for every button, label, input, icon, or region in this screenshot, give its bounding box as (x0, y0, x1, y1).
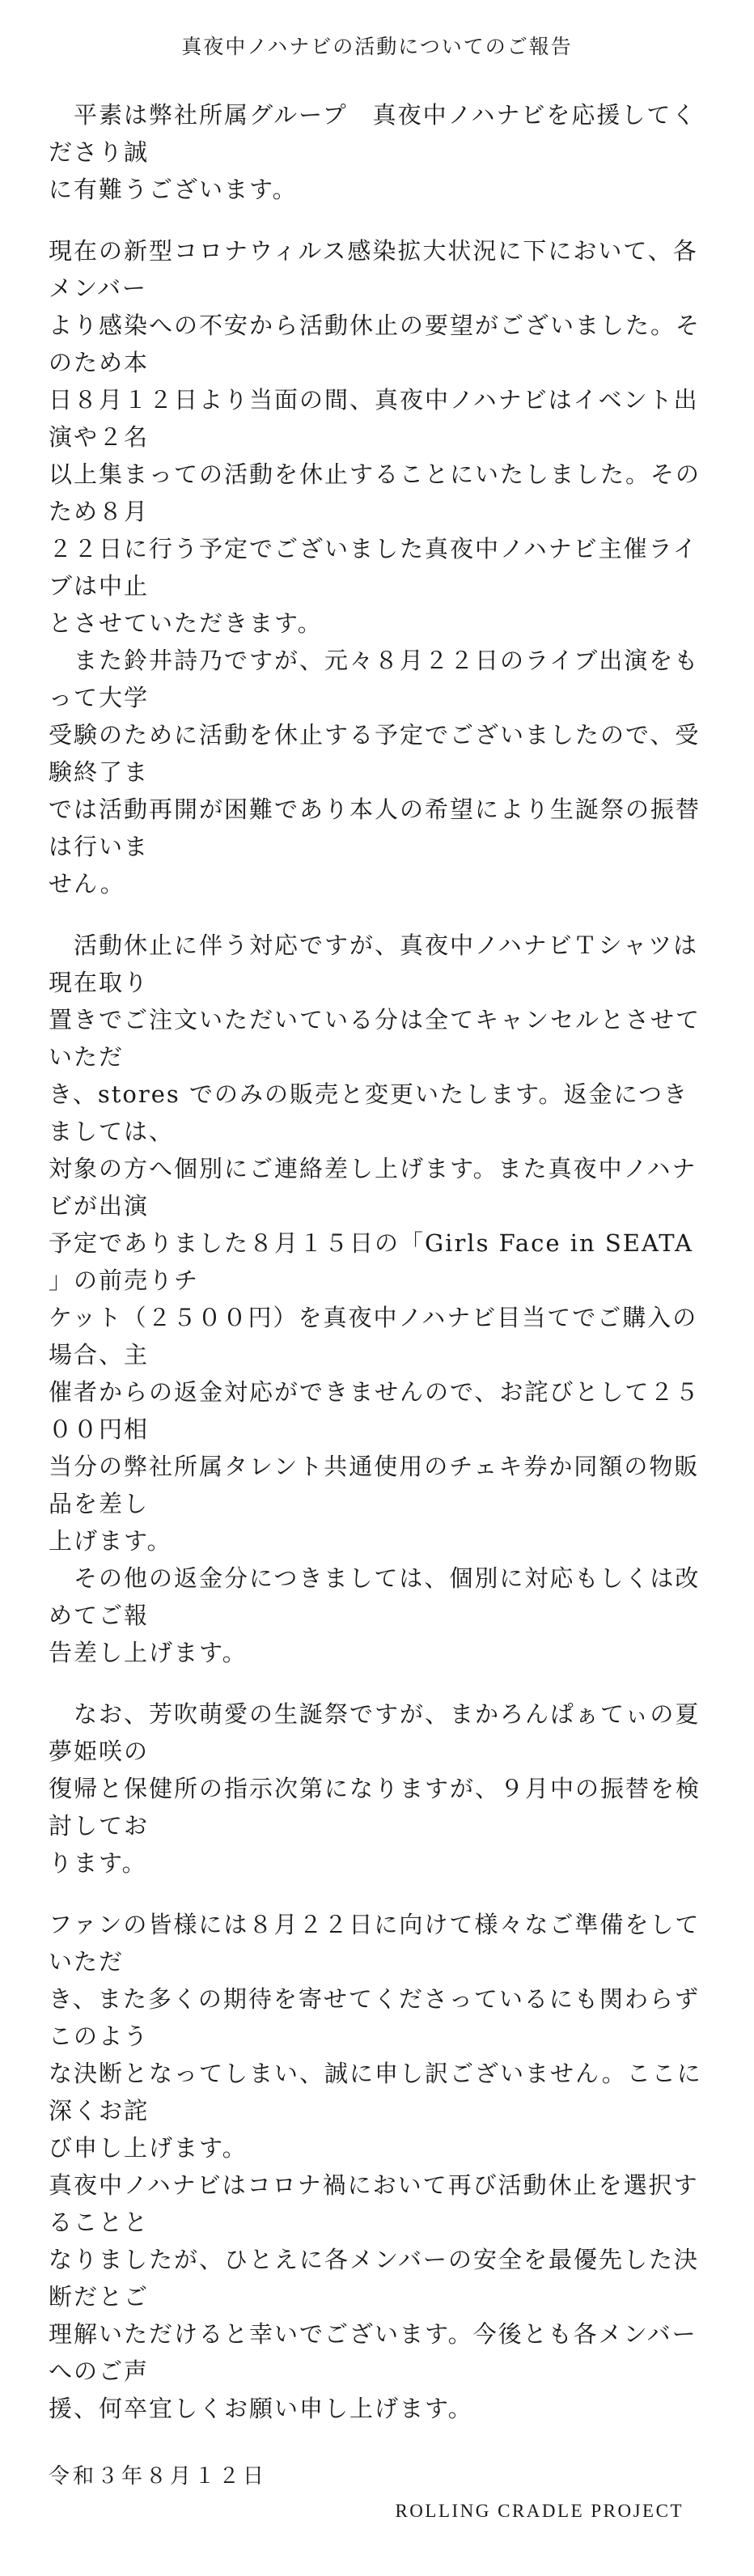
text-line: 理解いただけると幸いでございます。今後とも各メンバーへのご声 (49, 2320, 697, 2385)
text-line: 上げます。 (49, 1527, 172, 1555)
paragraph-greeting (49, 96, 705, 208)
text-line: に有難うございます。 (49, 176, 298, 203)
text-line: とさせていただきます。 (49, 609, 323, 637)
text-line: ファンの皆様には８月２２日に向けて様々なご準備をしていただ (49, 1911, 701, 1975)
text-line: 現在の新型コロナウィルス感染拡大状況に下において、各メンバー (49, 237, 698, 302)
text-line: 活動休止に伴う対応ですが、真夜中ノハナビＴシャツは現在取り (49, 932, 699, 996)
text-line: 催者からの返金対応ができませんので、お詫びとして２５００円相 (49, 1378, 701, 1443)
text-line: び申し上げます。 (49, 2134, 248, 2162)
text-line: 真夜中ノハナビはコロナ禍において再び活動休止を選択することと (49, 2171, 699, 2236)
text-line: 予定でありました８月１５日の「Girls Face in SEATA 」の前売りチ (49, 1229, 694, 1294)
text-line: なりましたが、ひとえに各メンバーの安全を最優先した決断だとご (49, 2246, 699, 2311)
text-line: 対象の方へ個別にご連絡差し上げます。また真夜中ノハナビが出演 (49, 1155, 697, 1220)
text-line: 援、何卒宜しくお願い申し上げます。 (49, 2395, 473, 2422)
text-line: せん。 (49, 870, 125, 898)
text-line: 以上集まっての活動を休止することにいたしました。そのため８月 (49, 460, 701, 525)
text-line: 告差し上げます。 (49, 1639, 248, 1666)
text-line: き、また多くの期待を寄せてくださっているにも関わらずこのよう (49, 1985, 700, 2050)
text-line: では活動再開が困難であり本人の希望により生誕祭の振替は行いま (49, 796, 701, 860)
paragraph-birthday-event (49, 1695, 705, 1882)
text-line: ります。 (49, 1849, 147, 1877)
text-line: な決断となってしまい、誠に申し訳ございません。ここに深くお詫 (49, 2060, 702, 2124)
text-line: その他の返金分につきましては、個別に対応もしくは改めてご報 (49, 1564, 701, 1629)
text-line: 置きでご注文いただいている分は全てキャンセルとさせていただ (49, 1006, 701, 1071)
paragraph-suspension (49, 232, 705, 902)
text-line: 復帰と保健所の指示次第になりますが、９月中の振替を検討してお (49, 1775, 701, 1840)
text-line: 日８月１２日より当面の間、真夜中ノハナビはイベント出演や２名 (49, 386, 699, 451)
text-line: より感染への不安から活動休止の要望がございました。そのため本 (49, 312, 701, 376)
text-line: ケット（２５００円）を真夜中ノハナビ目当てでご購入の場合、主 (49, 1304, 698, 1369)
text-line: 当分の弊社所属タレント共通使用のチェキ券か同額の物販品を差し (49, 1453, 700, 1517)
text-line: 平素は弊社所属グループ 真夜中ノハナビを応援してくださり誠 (49, 101, 697, 166)
document-title: 真夜中ノハナビの活動についてのご報告 (181, 35, 573, 58)
text-line: ２２日に行う予定でございました真夜中ノハナビ主催ライブは中止 (49, 535, 698, 600)
text-line: また鈴井詩乃ですが、元々８月２２日のライブ出演をもって大学 (49, 647, 700, 711)
paragraph-refunds (49, 927, 705, 1671)
paragraph-apology (49, 1906, 705, 2427)
signature: ROLLING CRADLE PROJECT (395, 2501, 684, 2521)
text-line: 受験のために活動を休止する予定でございましたので、受験終了ま (49, 721, 701, 786)
text-line: き、stores でのみの販売と変更いたします。返金につきましては、 (49, 1080, 689, 1145)
document-date: 令和３年８月１２日 (49, 2464, 268, 2489)
text-line: なお、芳吹萌愛の生誕祭ですが、まかろんぱぁてぃの夏夢姫咲の (49, 1700, 701, 1765)
